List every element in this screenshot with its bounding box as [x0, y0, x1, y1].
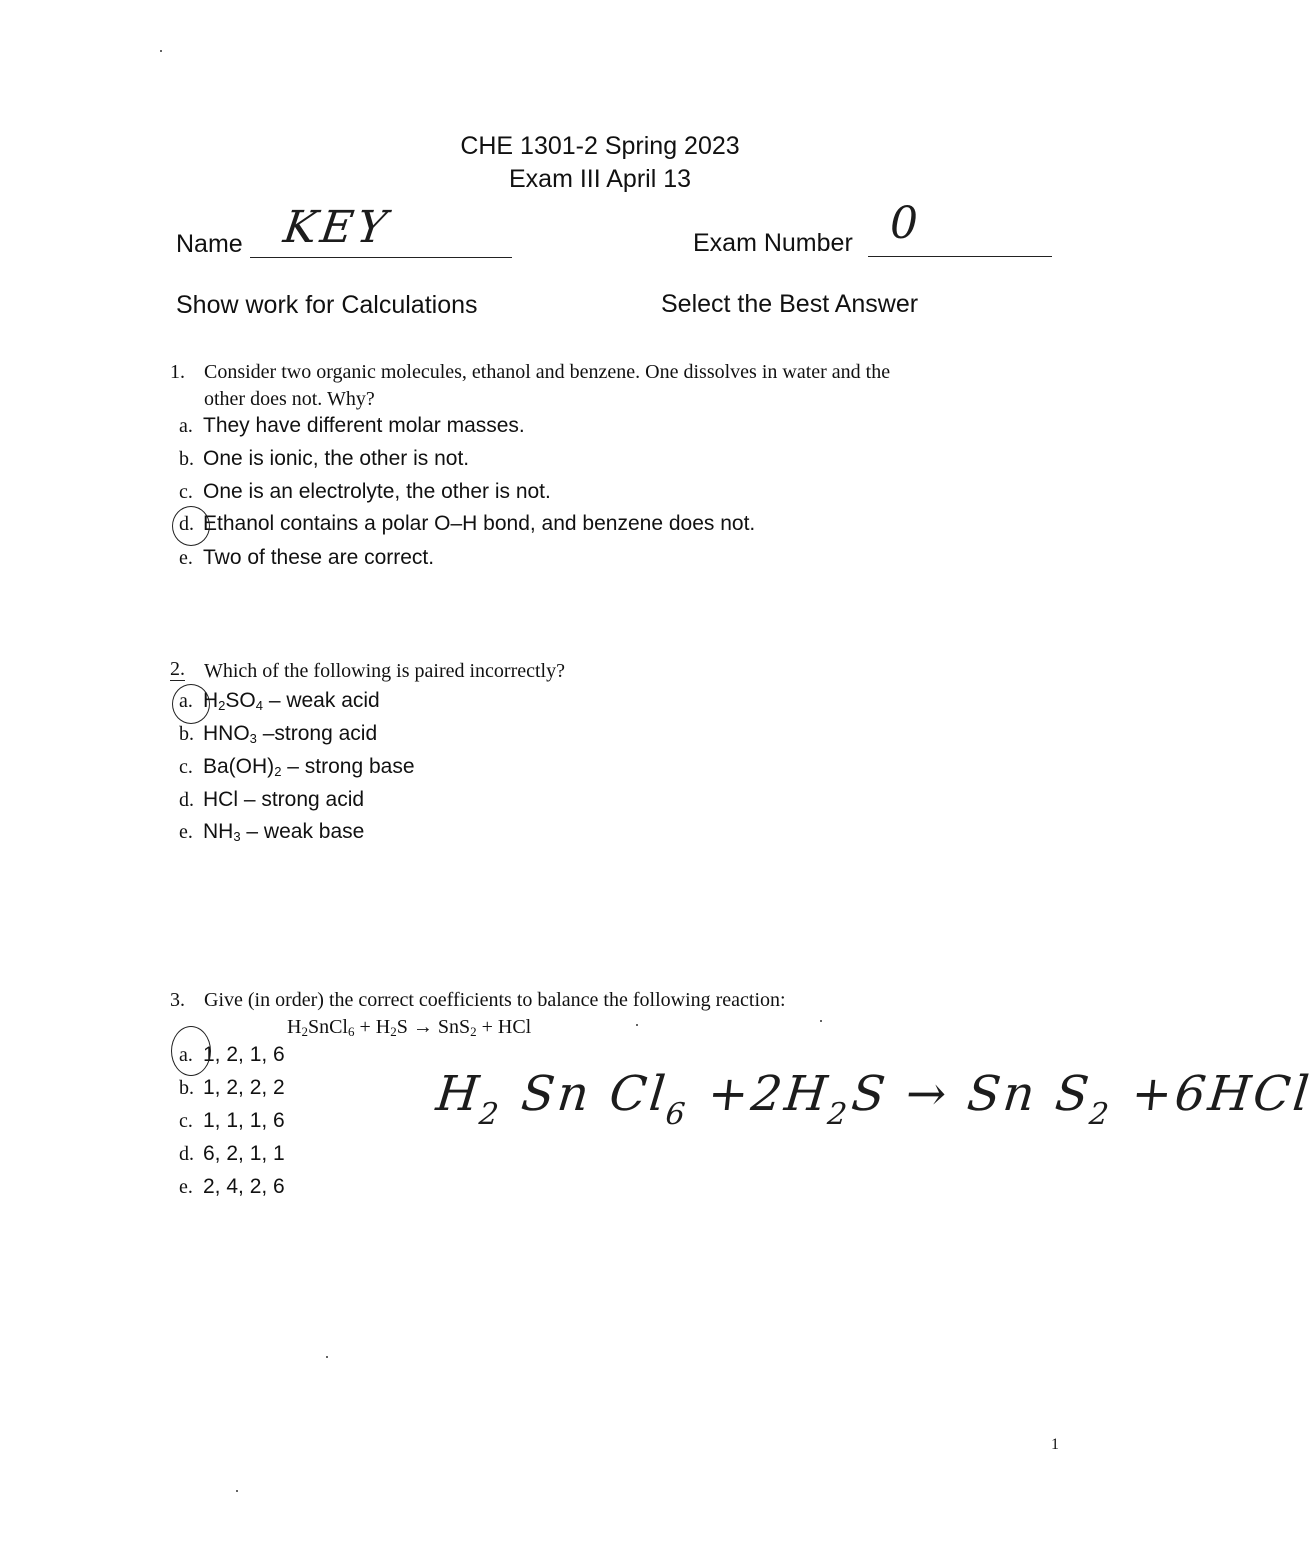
option-desc: –strong acid [256, 722, 378, 745]
option-letter: b. [179, 1077, 194, 1099]
question-1-number: 1. [170, 361, 185, 383]
scan-speck [236, 1490, 238, 1492]
page-number: 1 [1051, 1436, 1059, 1453]
option-letter: e. [179, 821, 193, 843]
option-text: $HNO_3$ –strong acid [203, 722, 378, 746]
question-2-text: Which of the following is paired incorrectly? [204, 660, 565, 682]
name-blank [250, 257, 512, 258]
question-1-option-c[interactable] [179, 480, 551, 504]
exam-number-blank [868, 256, 1052, 257]
name-label: Name [176, 230, 243, 258]
option-text: Two of these are correct. [203, 546, 435, 569]
option-text: $H_2SO_4$ – weak acid [203, 689, 380, 713]
option-desc: – weak base [240, 820, 365, 843]
question-1-option-b[interactable] [179, 447, 469, 471]
option-letter: e. [179, 547, 193, 569]
option-text: Ethanol contains a polar O–H bond, and benzene does not. [203, 512, 756, 535]
question-2-option-c[interactable] [179, 755, 415, 779]
course-title: CHE 1301-2 Spring 2023 [460, 132, 740, 160]
option-letter: b. [179, 723, 194, 745]
instruction-select-best: Select the Best Answer [661, 290, 919, 318]
answer-circle-q2 [172, 684, 210, 724]
option-letter: c. [179, 1110, 193, 1132]
option-letter: b. [179, 448, 194, 470]
option-desc: – strong base [281, 755, 415, 778]
question-1-option-e[interactable] [179, 546, 434, 570]
question-2-option-e[interactable] [179, 820, 364, 844]
name-handwritten: KEY [280, 202, 394, 253]
option-text: One is an electrolyte, the other is not. [203, 480, 551, 503]
option-text: 1, 2, 1, 6 [203, 1043, 285, 1066]
option-text: 6, 2, 1, 1 [203, 1142, 285, 1165]
option-letter: d. [179, 1143, 194, 1165]
option-letter: e. [179, 1176, 193, 1198]
scan-speck [160, 50, 162, 52]
question-3-number: 3. [170, 989, 185, 1011]
instruction-show-work: Show work for Calculations [176, 291, 478, 319]
question-1-text-line2: other does not. Why? [204, 388, 375, 410]
scan-speck [636, 1024, 638, 1026]
exam-title: Exam III April 13 [508, 165, 692, 193]
handwritten-balanced-equation: $H_2$ Sn $Cl_6 +2H_2S \to Sn$ $S_2 +6HCl$ [433, 1066, 1314, 1132]
option-text: 1, 2, 2, 2 [203, 1076, 285, 1099]
question-2-option-b[interactable] [179, 722, 377, 746]
question-3-reaction: $H_2SnCl_6 + H_2S \to SnS_2$ + HCl [287, 1016, 532, 1039]
answer-circle-q3 [171, 1026, 211, 1076]
question-1-option-a[interactable] [179, 414, 525, 438]
question-1-text-line1: Consider two organic molecules, ethanol and benzene. One dissolves in water and the [204, 361, 891, 383]
exam-number-handwritten: 0 [890, 198, 918, 249]
scan-speck [326, 1356, 328, 1358]
exam-number-label: Exam Number [693, 229, 853, 257]
option-letter: c. [179, 756, 193, 778]
option-text [203, 788, 364, 811]
answer-circle-q1 [172, 506, 210, 546]
question-3-option-e[interactable] [179, 1175, 285, 1199]
option-letter: d. [179, 513, 194, 535]
question-3-option-b[interactable] [179, 1076, 285, 1100]
question-1-option-d[interactable] [179, 512, 755, 536]
option-letter: a. [179, 1044, 193, 1066]
question-2-number: 2. [170, 658, 185, 680]
option-letter: a. [179, 690, 193, 712]
option-text: One is ionic, the other is not. [203, 447, 470, 470]
option-desc: – weak acid [262, 689, 380, 712]
question-3-option-d[interactable] [179, 1142, 285, 1166]
option-letter: d. [179, 789, 194, 811]
option-text: $Ba(OH)_2$ – strong base [203, 755, 415, 779]
option-text: $NH_3$ – weak base [203, 820, 365, 844]
question-3-text: Give (in order) the correct coefficients to balance the following reaction: [204, 989, 786, 1011]
option-text: 1, 1, 1, 6 [203, 1109, 285, 1132]
question-3-option-c[interactable] [179, 1109, 285, 1133]
question-2-option-d[interactable] [179, 788, 364, 812]
option-text: 2, 4, 2, 6 [203, 1175, 285, 1198]
scan-speck [820, 1020, 822, 1022]
option-letter: a. [179, 415, 193, 437]
option-formula: HCl [203, 788, 238, 811]
option-letter: c. [179, 481, 193, 503]
option-text: They have different molar masses. [203, 414, 525, 437]
option-desc: – strong acid [238, 788, 365, 811]
